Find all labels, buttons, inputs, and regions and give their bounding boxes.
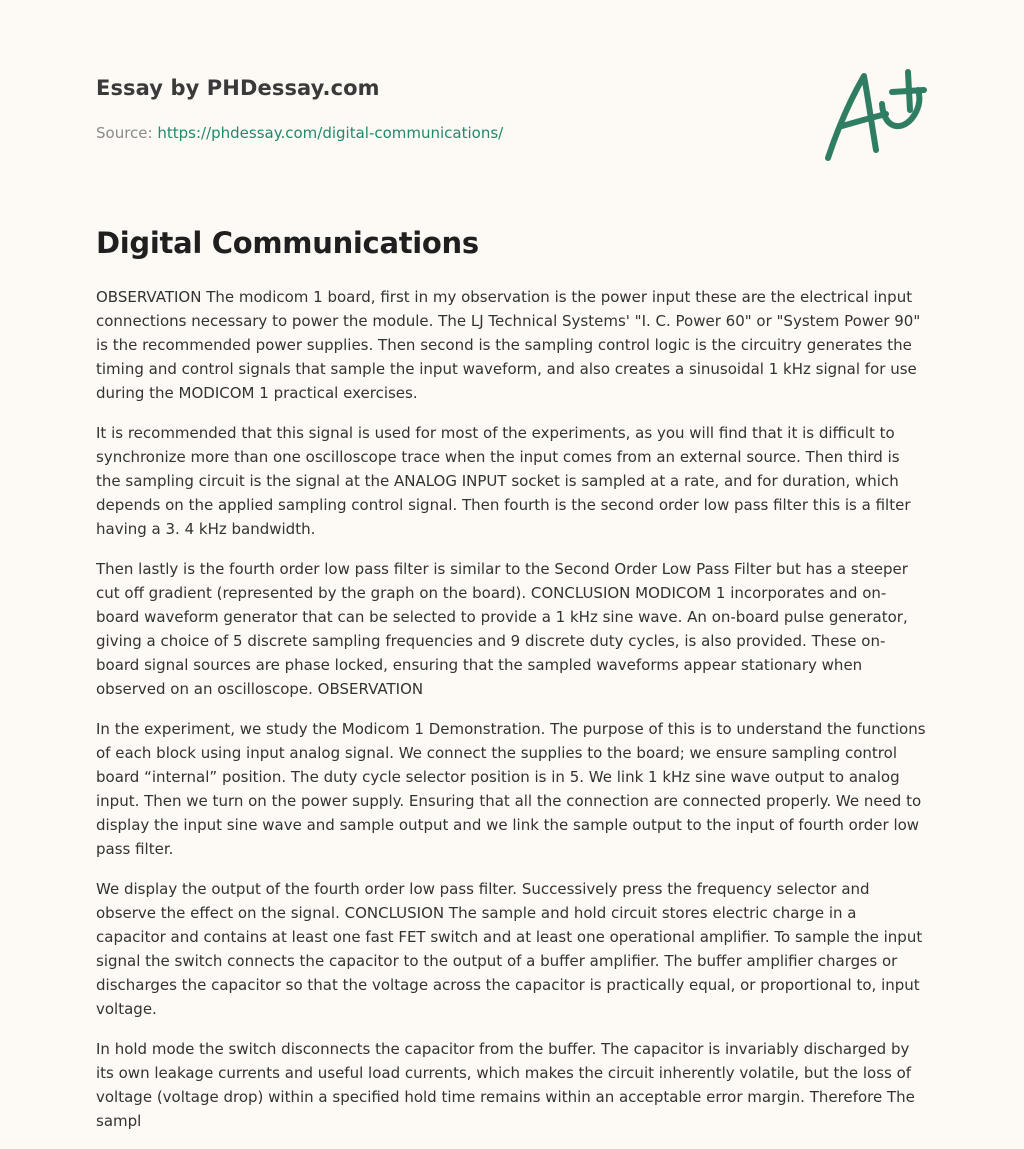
source-link[interactable]: https://phdessay.com/digital-communications/ <box>157 124 504 142</box>
paragraph: It is recommended that this signal is used for most of the experiments, as you will find that it is difficult to synchronize more than one oscilloscope trace when the input comes from an external source. Then third is the sampling circuit is the signal at the ANALOG INPUT socket is sampled at a rate, and for duration, which depends on the applied sampling control signal. Then fourth is the second order low pass filter this is a filter having a 3. 4 kHz bandwidth. <box>96 424 911 538</box>
paragraph: In the experiment, we study the Modicom 1 Demonstration. The purpose of this is to understand the functions of each block using input analog signal. We connect the supplies to the board; we ensure sampling control board “internal” position. The duty cycle selector position is in 5. We link 1 kHz sine wave output to analog input. Then we turn on the power supply. Ensuring that all the connection are connected properly. We need to display the input sine wave and sample output and we link the sample output to the input of fourth order low pass filter. <box>96 720 926 858</box>
paragraph: Then lastly is the fourth order low pass filter is similar to the Second Order Low Pass Filter but has a steeper cut off gradient (represented by the graph on the board). CONCLUSION MODICOM 1 incorporates and on-board waveform generator that can be selected to provide a 1 kHz sine wave. An on-board pulse generator, giving a choice of 5 discrete sampling frequencies and 9 discrete duty cycles, is also provided. These on-board signal sources are phase locked, ensuring that the sampled waveforms appear stationary when observed on an oscilloscope. OBSERVATION <box>96 560 908 698</box>
essay-page <box>96 0 928 1130</box>
source-line <box>96 124 503 142</box>
paragraph: In hold mode the switch disconnects the capacitor from the buffer. The capacitor is invariably discharged by its own leakage currents and useful load currents, which makes the circuit inherently volatile, but the loss of voltage (voltage drop) within a specified hold time remains within an acceptable error margin. Therefore The sampl <box>96 1040 915 1130</box>
paragraph: We display the output of the fourth order low pass filter. Successively press the frequency selector and observe the effect on the signal. CONCLUSION The sample and hold circuit stores electric charge in a capacitor and contains at least one fast FET switch and at least one operational amplifier. To sample the input signal the switch connects the capacitor to the output of a buffer amplifier. The buffer amplifier charges or discharges the capacitor so that the voltage across the capacitor is practically equal, or proportional to, input voltage. <box>96 880 923 1018</box>
document-title: Digital Communications <box>96 226 479 260</box>
paragraph: OBSERVATION The modicom 1 board, first in my observation is the power input these are the electrical input connections necessary to power the module. The LJ Technical Systems' "I. C. Power 60" or "System Power 90" is the recommended power supplies. Then second is the sampling control logic is the circuitry generates the timing and control signals that sample the input waveform, and also creates a sinusoidal 1 kHz signal for use during the MODICOM 1 practical exercises. <box>96 288 921 402</box>
essay-body <box>96 285 928 1149</box>
source-label: Source: <box>96 124 153 142</box>
a-plus-icon <box>824 66 928 166</box>
site-title: Essay by PHDessay.com <box>96 76 380 100</box>
